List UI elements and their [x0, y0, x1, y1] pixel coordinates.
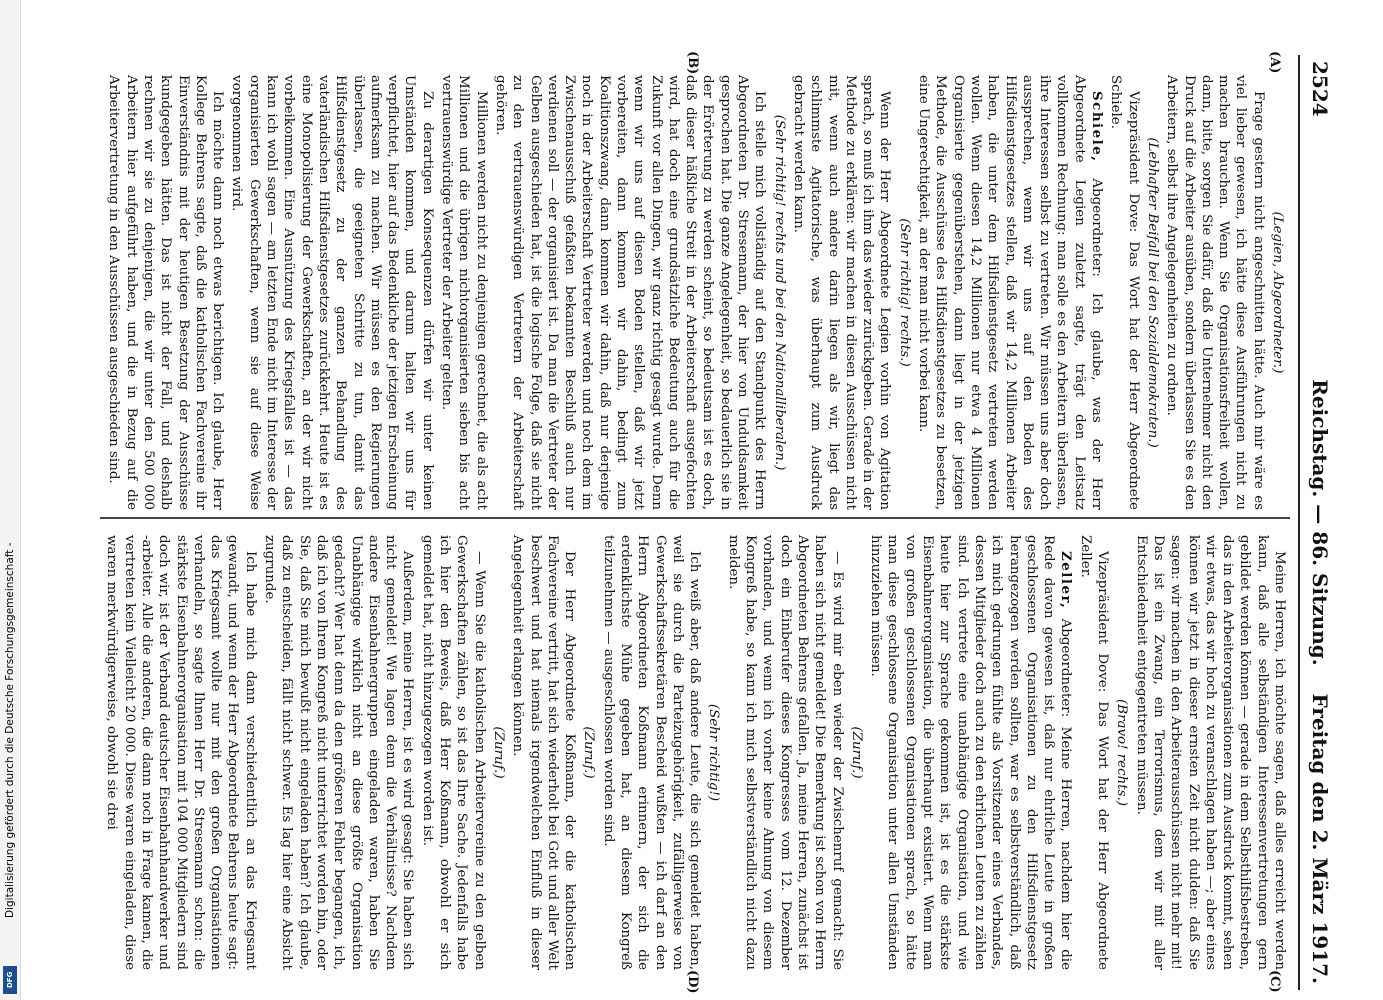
speech-start: [915, 75, 1105, 510]
paragraph: Wenn der Herr Abgeordnete Legien vorhin von Agitation sprach, so muß ich ihm das wieder zurückgeben. Gerade in der Methode zu erklären: wir machen in diesen Ausschüssen nicht mit, wenn auch andere darin liegen als wir, liegt das schlimmste Agitatorische, was überhaupt zum Ausdruck gebracht werden kann.: [790, 75, 893, 510]
page-number: 2524: [1308, 61, 1332, 117]
margin-marker-b: (B): [685, 51, 700, 75]
vice-president-remark: Vizepräsident Dove: Das Wort hat der Herr Abgeordnete Schiele.: [1108, 75, 1141, 510]
margin-marker-a: (A): [1267, 51, 1282, 74]
digitization-strip: [0, 0, 21, 1000]
applause-note: (Lebhafter Beifall bei den Sozialdemokraten.): [1144, 137, 1160, 448]
speech-text: Abgeordneter: Meine Herren, nachdem hier die Rede davon gewesen ist, daß nur ehrliche Leute in großen geschlossenen Organisationen zu den Hilfsdienstgesetz herangezogen werden sollten, war es selbstverständlich, daß ich mich gedrungen fühlte als Vorsitzender eines Verbandes, dessen Mitglieder doch auch zu den ehrlichen Leuten zu zählen sind. Ich vertrete eine unabhängige Organisation, und wie heute hier zur Sprache gekommen ist, ist es die stärkste Eisenbahnerorganisation, die überhaupt existiert. Wenn man von großen geschlossenen Organisationen sprach, so hätte man diese geschlossene Organisation unter allen Umständen hinzuziehen müssen.: [868, 535, 1074, 970]
speaker-name: Zeller,: [1058, 551, 1075, 610]
speech-text: Abgeordneter: Ich glaube, was der Herr Abgeordnete Legien zuletzt sagte, trägt den Leitsatz vollkommen Rechnung: man solle es den Arbeitern überlassen, ihre Interessen selbst zu vertreten. Wir müssen uns aber doch aussprechen, wenn wir uns auf den Boden des Hilfsdienstgesetzes stellen, daß wir 14,2 Millionen Arbeiter haben, die unter dem Hilfsdienstgesetz vertreten werden wollen. Wenn diesen 14,2 Millionen nur etwa 4 Millionen Organisierte gegenüberstehen, dann liegt in der jetzigen Methode, die Ausschüsse des Hilfsdienstgesetzes zu besetzen, eine Ungerechtigkeit, an der man nicht vorbei kann.: [916, 75, 1105, 510]
right-column: [104, 535, 1288, 970]
header-rule: [1298, 55, 1300, 990]
scanned-page: [90, 51, 1340, 994]
applause-note: (Sehr richtig! rechts und bei den Nationalliberalen.): [771, 114, 787, 471]
margin-marker-d: (D): [685, 970, 700, 994]
paragraph: Meine Herren, ich möchte sagen, daß alles erreicht werden kann, daß alle selbständigen Interessenvertretungen gern gebildet werden können — gerade in dem Selbsthilfsbestreben, das in den Arbeiterorganisationen zum Ausdruck kommt, sehen wir etwas, das wir hoch zu veranschlagen haben —; aber eines können wir jetzt in dieser ernsten Zeit nicht dulden: daß Sie sagen: wir machen in den Arbeiterausschüssen nicht mehr mit! Das ist ein Zwang, ein Terrorismus, dem wir mit aller Entschiedenheit entgegentreten müssen.: [1133, 535, 1287, 970]
interjection-note: (Zuruf.): [490, 726, 506, 779]
paragraph: Frage gestern nicht angeschnitten hätte. Auch mir wäre es viel lieber gewesen, ich hätte diese Ausführungen nicht zu machen brauchen. Wenn Sie Organisationsfreiheit wollen, dann, bitte, sorgen Sie dafür, daß die Unternehmer nicht den Druck auf die Arbeiter ausüben, sondern überlassen Sie es den Arbeitern, selbst ihre Angelegenheiten zu ordnen.: [1164, 75, 1266, 510]
interjection-note: (Zuruf.): [581, 726, 597, 779]
digitization-credit: Digitalisierung gefördert durch die Deutsche Forschungsgemeinschaft -: [4, 542, 16, 918]
column-divider: [100, 517, 1290, 519]
applause-note: (Sehr richtig! rechts.): [896, 218, 912, 367]
applause-note: (Sehr richtig!): [706, 703, 722, 802]
interjection-note: (Zuruf.): [848, 726, 864, 779]
paragraph: — Es wird mir eben wieder der Zwischenruf gemacht: Sie haben sich nicht gemeldet! Die Bemerkung ist schon von Herrn Abgeordneten Behrens gefallen. Ja, meine Herren, zunächst ist doch ein Einberufer dieses Kongresses vom 12. Dezember vorhanden, und wenn ich vorher keine Ahnung von diesem Kongreß habe, so kann ich mich selbstverständlich nicht dazu melden.: [725, 535, 845, 970]
speaker-name: Schiele,: [1089, 91, 1106, 163]
speaker-tag: (Legien, Abgeordneter.): [1270, 211, 1285, 374]
paragraph: Ich stelle mich vollständig auf den Standpunkt des Herrn Abgeordneten Dr. Stresemann, der hier von Unduldsamkeit gesprochen hat. Die ganze Angelegenheit, so bedauerlich sie in der Erörterung zu werden scheint, so bedeutsam ist es doch, daß dieser häßliche Streit in der Arbeiterschaft ausgefochten wird, hat doch eine grundsätzliche Bedeutung auch für die Zukunft vor allen Dingen, wir ganz richtig gesagt wurde. Denn wenn wir uns auf diesen Boden stellen, daß wir jetzt vorbereiten, dann kommen wir dahin, bedingt zum Koalitionszwang, dann kommen wir dahin, daß nur derjenige noch in der Arbeiterschaft Vertreter werden und noch dem im Zwischenausschuß gefaßten bekannten Beschluß auch nur verdienen soll — der organisiert ist. Da man die Vertreter der Gelben ausgeschieden hat, ist die logische Folge, daß sie nicht zu den vertrauenswürdigen Vertretern der Arbeiterschaft gehören.: [492, 75, 768, 510]
paragraph: Ich weiß aber, daß andere Leute, die sich gemeldet haben, weil sie durch die Parteizugehörigkeit, zufälligerweise von Gewerkschaftssekretären Bescheid wußten — ich darf an den Herrn Abgeordneten Koßmann erinnern, der sich die erdenklichste Mühe gegeben hat, an diesem Kongreß teilzunehmen — ausgeschlossen worden sind.: [600, 535, 703, 970]
paragraph: Zu derartigen Konsequenzen dürfen wir unter keinen Umständen kommen, und darum halten wir uns für verpflichtet, hier auf das Bedenkliche der jetzigen Erscheinung aufmerksam zu machen. Wir müssen es den Regierungen überlassen, die geeigneten Schritte zu tun, damit das Hilfsdienstgesetz zu der ganzen Behandlung des vaterländischen Hilfsdienstgesetzes zurückkehrt. Heute ist es eine Monopolisierung der Gewerkschaften, an der wir nicht vorbeikommen. Eine Ausnützung des Kriegsfalles ist — das kann ich wohl sagen — am letzten Ende nicht im Interesse der organisierten Gewerkschaften, wenn sie auf diese Weise vorgenommen wird.: [229, 75, 435, 510]
page-rotated-content: [90, 51, 1340, 994]
paragraph: Außerdem, meine Herren, ist es wird gesagt: Sie haben sich nicht gemeldet! Wie lagen denn die Verhältnisse? Nachdem andere Eisenbahnergruppen eingeladen waren, haben Sie Unabhängige wirklich nicht an diese größte Organisation gedacht? Wer hat denn da den größeren Fehler begangen, ich, daß ich von Ihrem Kongreß nicht unterrichtet worden bin, oder Sie, daß Sie mich bewußt nicht eingeladen haben? Ich glaube, daß zu entscheiden, fällt nicht schwer. Es lag hier eine Absicht zugrunde.: [262, 535, 416, 970]
paragraph: Ich habe mich dann verschiedentlich an das Kriegsamt gewandt, und wenn der Herr Abgeordnete Behrens heute sagt: das Kriegsamt wollte nur mit den großen Organisationen verhandeln, so sagte Ihnen Herr Dr. Stresemann schon: die stärkste Eisenbahnerorganisation mit 104 000 Mitgliedern sind doch wir, ist der Verband deutscher Eisenbahnhandwerker und -arbeiter. Alle die anderen, die dann noch in Frage kamen, die vertreten kein Vielleicht 20 000. Diese waren eingeladen, diese waren merkwürdigerweise, obwohl sie drei: [104, 535, 258, 970]
margin-marker-c: (C): [1267, 970, 1282, 993]
vice-president-remark: Vizepräsident Dove: Das Wort hat der Herr Abgeordnete Zeller.: [1077, 535, 1111, 970]
paragraph: Der Herr Abgeordnete Koßmann, der die katholischen Fachvereine vertritt, hat sich wiederholt bei Gott und aller Welt beschwert und hat niemals irgendwelchen Einfluß in dieser Angelegenheit erlangen können.: [510, 535, 578, 970]
session-date: Freitag den 2. März 1917.: [1308, 693, 1332, 984]
applause-note: (Bravo! rechts.): [1114, 699, 1130, 806]
paragraph: Millionen werden nicht zu denjenigen gerechnet, die als acht Millionen und die übrigen nichtorganisierten sieben bis acht vertrauenswürdige Vertreter der Arbeiter gelten.: [439, 75, 489, 510]
speech-start: [867, 535, 1075, 970]
paragraph: Ich möchte dann noch etwas berichtigen. Ich glaube, Herr Kollege Behrens sagte, daß die katholischen Fachvereine ihr Einverständnis mit der heutigen Besetzung der Ausschüsse kundgegeben hätten. Das ist nicht der Fall, und deshalb rechnen wir sie zu denjenigen, die wir unter den 500 000 Arbeitern hier aufgeführt haben, und die in Bezug auf die Arbeitervertretung in den Ausschüssen ausgeschieden sind.: [106, 75, 226, 510]
dfg-logo: DFG: [3, 966, 17, 994]
paragraph: — Wenn Sie die katholischen Arbeitervereine zu den gelben Gewerkschaften zählen, so ist das Ihre Sache. Jedenfalls habe ich hier den Beweis, daß Herr Koßmann, obwohl er sich gemeldet hat, nicht hinzugezogen worden ist.: [419, 535, 487, 970]
left-column: [108, 75, 1288, 510]
running-title: Reichstag. — 86. Sitzung.: [1308, 379, 1332, 666]
page-header: [1300, 55, 1340, 990]
